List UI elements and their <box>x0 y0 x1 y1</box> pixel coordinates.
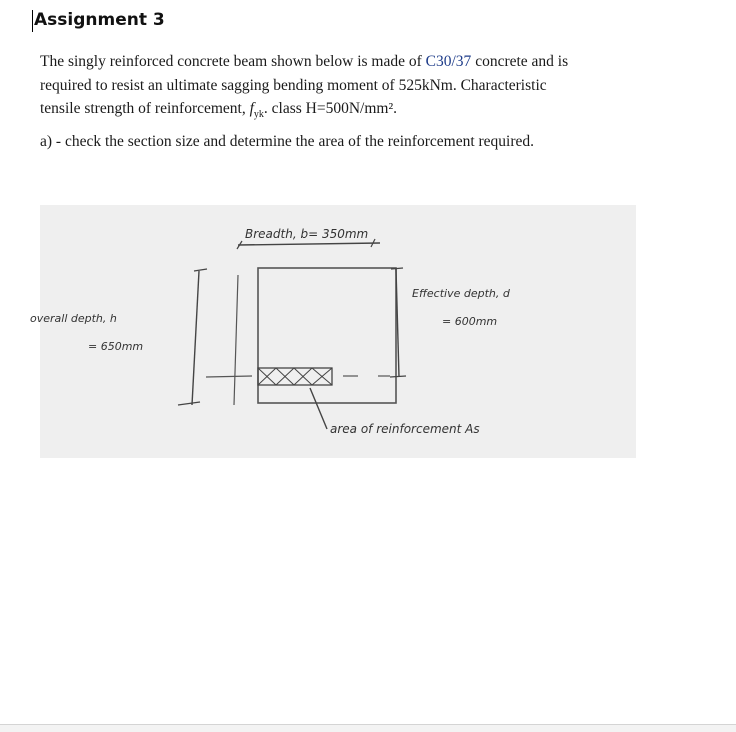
breadth-dimension-line <box>238 243 380 245</box>
centroid-dash-left <box>206 376 252 377</box>
question-a: a) - check the section size and determine the area of the reinforcement required. <box>40 133 535 150</box>
overall-depth-line <box>192 271 199 405</box>
overall-depth-value: = 650mm <box>88 340 144 353</box>
effective-depth-label: Effective depth, d <box>412 287 510 300</box>
statement-line-1-start: The singly reinforced concrete beam shown below is made of <box>40 53 426 70</box>
effective-depth-value: = 600mm <box>442 315 498 328</box>
fyk-subscript: yk <box>253 109 264 121</box>
concrete-grade: C30/37 <box>425 53 472 70</box>
statement-line-3-start: tensile strength of reinforcement, <box>40 100 250 117</box>
overall-depth-extension <box>234 275 238 405</box>
fyk-symbol: f <box>249 100 254 117</box>
overall-depth-tick-top <box>194 269 207 271</box>
text-cursor <box>32 10 33 32</box>
page-title: Assignment 3 <box>34 10 165 30</box>
beam-section-drawing <box>30 205 636 458</box>
problem-statement <box>40 50 700 127</box>
overall-depth-label: overall depth, h <box>30 312 117 325</box>
reinforcement-bars <box>258 368 332 385</box>
beam-section-figure <box>30 205 636 458</box>
statement-line-2: required to resist an ultimate sagging bending moment of 525kNm. Characteristic <box>40 76 547 94</box>
overall-depth-tick-bottom <box>178 402 200 405</box>
status-strip <box>0 725 736 732</box>
statement-line-3-end: . class H=500N/mm². <box>263 100 397 117</box>
effective-depth-tick-bottom <box>390 376 406 377</box>
statement-line-3 <box>40 97 700 127</box>
statement-line-1 <box>40 50 700 74</box>
reinforcement-label: area of reinforcement As <box>330 422 480 436</box>
statement-line-1-end: concrete and is <box>471 53 569 70</box>
breadth-label: Breadth, b= 350mm <box>245 227 369 241</box>
reinforcement-leader <box>310 388 327 429</box>
